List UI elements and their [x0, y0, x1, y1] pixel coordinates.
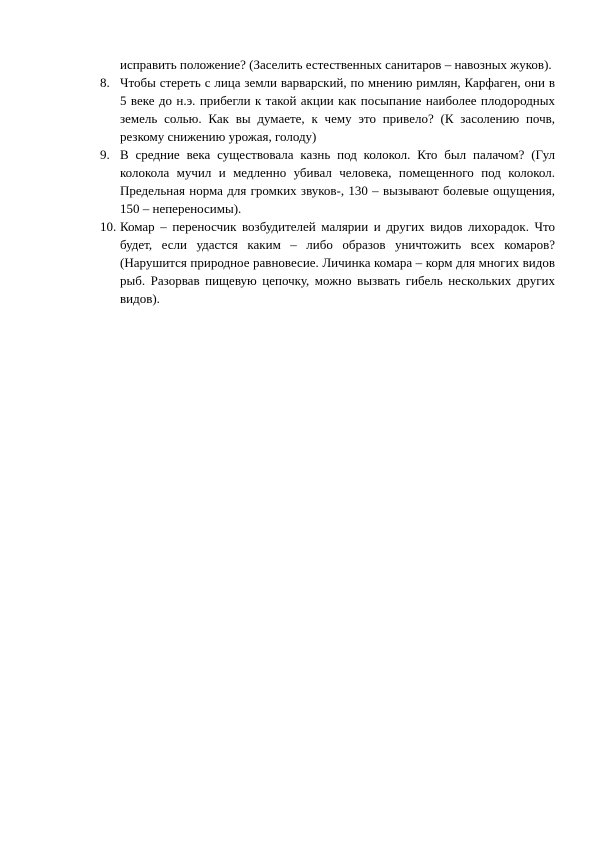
list-item-8: [100, 74, 555, 146]
question-list: [100, 56, 555, 308]
item-text: Чтобы стереть с лица земли варварский, по мнению римлян, Карфаген, они в 5 веке до н.э. прибегли к такой акции как посыпание наиболее плодородных земель солью. Как вы думаете, к чему это привело? (К засолению почв, резкому снижению урожая, голоду): [120, 75, 555, 144]
item-number: 10.: [100, 219, 117, 234]
item-number: 9.: [100, 147, 110, 162]
item-number: 8.: [100, 75, 110, 90]
item-text: В средние века существовала казнь под колокол. Кто был палачом? (Гул колокола мучил и медленно убивал человека, помещенного под колокол. Предельная норма для громких звуков-, 130 – вызывают болевые ощущения, 150 – непереносимы).: [120, 147, 555, 216]
continuation-paragraph: исправить положение? (Заселить естественных санитаров – навозных жуков).: [120, 57, 552, 72]
item-text: Комар – переносчик возбудителей малярии и других видов лихорадок. Что будет, если удастся каким – либо образов уничтожить всех комаров? (Нарушится природное равновесие. Личинка комара – корм для многих видов рыб. Разорвав пищевую цепочку, можно вызвать гибель нескольких других видов).: [120, 219, 555, 306]
list-item-9: [100, 146, 555, 218]
list-item-10: [100, 218, 555, 308]
